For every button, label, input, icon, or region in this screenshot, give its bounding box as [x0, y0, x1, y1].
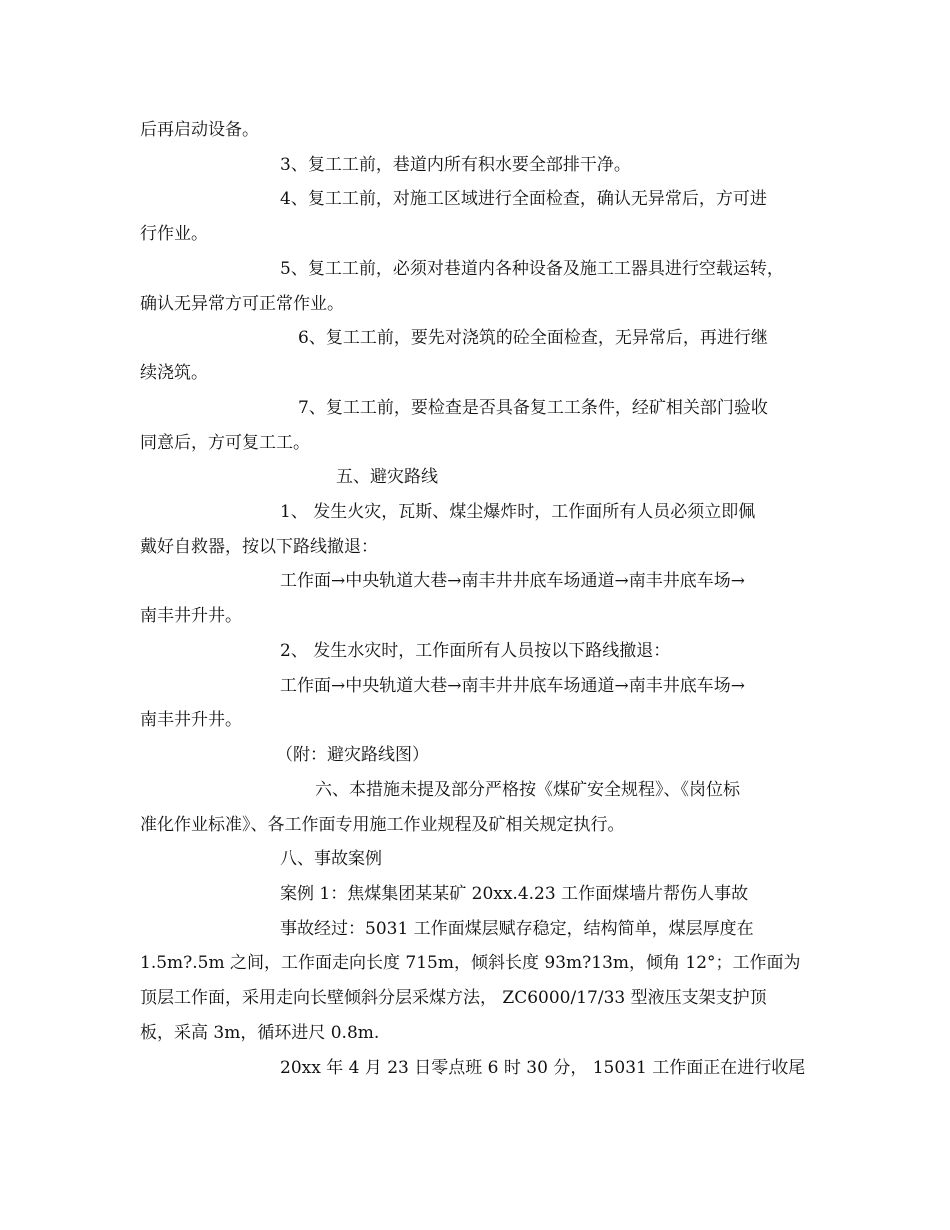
text-line: 确认无异常方可正常作业。	[140, 294, 344, 314]
text-line: 戴好自救器，按以下路线撤退：	[140, 537, 378, 557]
text-line: 六、本措施未提及部分严格按《煤矿安全规程》、《岗位标	[315, 780, 740, 800]
text-line: 3、复工工前，巷道内所有积水要全部排干净。	[280, 155, 631, 175]
text-line: 7、复工工前，要检查是否具备复工工条件，经矿相关部门验收	[298, 398, 768, 418]
text-line: 续浇筑。	[140, 363, 208, 383]
section-heading: 八、事故案例	[280, 849, 382, 869]
escape-route: 工作面→中央轨道大巷→南丰井井底车场通道→南丰井底车场→	[280, 676, 745, 696]
text-line: 20xx 年 4 月 23 日零点班 6 时 30 分， 15031 工作面正在进行收尾	[280, 1058, 806, 1078]
escape-route: 工作面→中央轨道大巷→南丰井井底车场通道→南丰井底车场→	[280, 571, 745, 591]
section-heading: 五、避灾路线	[336, 467, 438, 487]
text-line: 事故经过：5031 工作面煤层赋存稳定，结构简单，煤层厚度在	[280, 919, 754, 939]
text-line: 南丰井升井。	[140, 606, 242, 626]
text-line: 1、 发生火灾，瓦斯、煤尘爆炸时，工作面所有人员必须立即佩	[280, 502, 756, 522]
text-line: 南丰井升井。	[140, 710, 242, 730]
text-line: 行作业。	[140, 224, 208, 244]
text-line: 同意后，方可复工工。	[140, 433, 310, 453]
text-line: 板，采高 3m，循环进尺 0.8m.	[140, 1023, 380, 1043]
text-line: 2、 发生水灾时，工作面所有人员按以下路线撤退：	[280, 641, 671, 661]
text-line: 5、复工工前，必须对巷道内各种设备及施工工器具进行空载运转，	[280, 259, 784, 279]
text-line: 6、复工工前，要先对浇筑的砼全面检查，无异常后，再进行继	[298, 328, 768, 348]
text-line: 顶层工作面，采用走向长壁倾斜分层采煤方法， ZC6000/17/33 型液压支架支护顶	[140, 988, 767, 1008]
text-line: 案例 1：焦煤集团某某矿 20xx.4.23 工作面煤墙片帮伤人事故	[280, 884, 749, 904]
text-line: （附：避灾路线图）	[276, 745, 429, 765]
text-line: 准化作业标准》、各工作面专用施工作业规程及矿相关规定执行。	[140, 815, 625, 835]
text-line: 4、复工工前，对施工区域进行全面检查，确认无异常后，方可进	[280, 189, 767, 209]
text-line: 后再启动设备。	[140, 120, 259, 140]
text-line: 1.5m?.5m 之间，工作面走向长度 715m，倾斜长度 93m?13m，倾角 12°；工作面为	[140, 953, 801, 973]
